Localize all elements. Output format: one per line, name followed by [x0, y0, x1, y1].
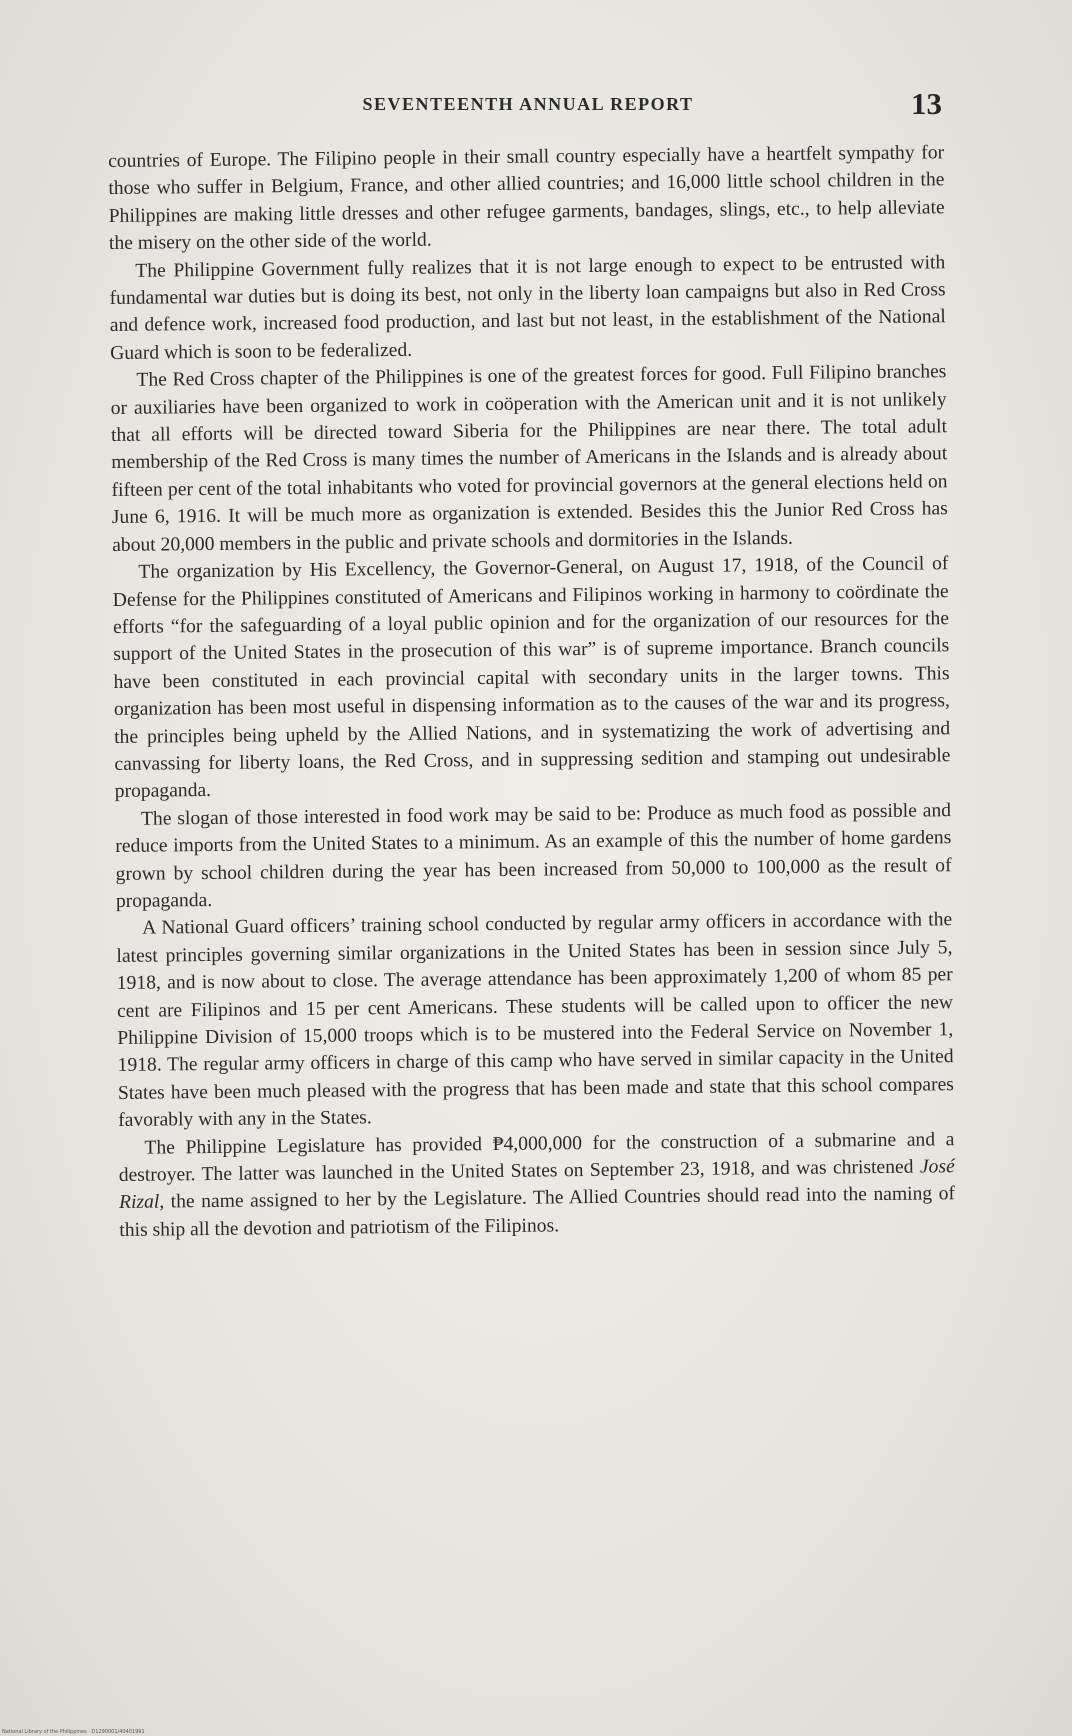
- paragraph-7-text-after: , the name assigned to her by the Legislature. The Allied Countries should read into the naming of this ship all the devotion and patriotism of the Filipinos.: [119, 1183, 956, 1241]
- ship-name: José Rizal: [118, 1156, 955, 1214]
- paragraph-5: The slogan of those interested in food work may be said to be: Produce as much food as possible and reduce imports from the United States to a minimum. As an example of this the number of home gardens grown by school children during the year has been increased from 50,000 to 100,000 as the result of propaganda.: [115, 799, 952, 912]
- paragraph-1: countries of Europe. The Filipino people in their small country especially have a heartfelt sympathy for those who suffer in Belgium, France, and other allied countries; and 16,000 little school children in the Philippines are making little dresses and other refugee garments, bandages, slings, etc., to help alleviate the misery on the other side of the world.: [108, 142, 945, 255]
- page-header: [108, 88, 948, 128]
- body-text: [108, 139, 955, 1244]
- paragraph-2: The Philippine Government fully realizes that it is not large enough to expect to be entrusted with fundamental war duties but is doing its best, not only in the liberty loan campaigns but also in Red Cross and defence work, increased food production, and last but not least, in the establishment of the National Guard which is soon to be federalized.: [109, 251, 946, 364]
- page-number: 13: [911, 86, 942, 121]
- running-head: SEVENTEENTH ANNUAL REPORT: [362, 94, 694, 114]
- paragraph-3: The Red Cross chapter of the Philippines is one of the greatest forces for good. Full Filipino branches or auxiliaries have been organized to work in coöperation with the American unit and it is not unlikely that all efforts will be directed toward Siberia for the Philippines are near there. The total adult membership of the Red Cross is many times the number of Americans in the Islands and is already about fifteen per cent of the total inhabitants who voted for provincial governors at the general elections held on June 6, 1916. It will be much more as organization is extended. Besides this the Junior Red Cross has about 20,000 members in the public and private schools and dormitories in the Islands.: [110, 361, 948, 556]
- source-tag: National Library of the Philippines · D1290001/40401991: [2, 1729, 145, 1735]
- paragraph-7-text-before: The Philippine Legislature has provided ₱4,000,000 for the construction of a submarine and a destroyer. The latter was launched in the United States on September 23, 1918, and was christened: [118, 1128, 955, 1186]
- paragraph-7: [118, 1126, 955, 1244]
- paragraph-6: A National Guard officers’ training school conducted by regular army officers in accordance with the latest principles governing similar organizations in the United States has been in session since July 5, 1918, and is now about to close. The average attendance has been approximately 1,200 of whom 85 per cent are Filipinos and 15 per cent Americans. These students will be called upon to officer the new Philippine Division of 15,000 troops which is to be mustered into the Federal Service on November 1, 1918. The regular army officers in charge of this camp who have served in similar capacity in the United States have been much pleased with the progress that has been made and state that this school compares favorably with any in the States.: [116, 909, 954, 1132]
- paragraph-4: The organization by His Excellency, the Governor-General, on August 17, 1918, of the Council of Defense for the Philippines constituted of Americans and Filipinos working in harmony to coördinate the efforts “for the safeguarding of a loyal public opinion and for the organization of our resources for the support of the United States in the prosecution of this war” is of supreme importance. Branch councils have been constituted in each provincial capital with secondary units in the larger towns. This organization has been most useful in dispensing information as to the causes of the war and its progress, the principles being upheld by the Allied Nations, and in systematizing the work of advertising and canvassing for liberty loans, the Red Cross, and in suppressing sedition and stamping out undesirable propaganda.: [112, 553, 951, 803]
